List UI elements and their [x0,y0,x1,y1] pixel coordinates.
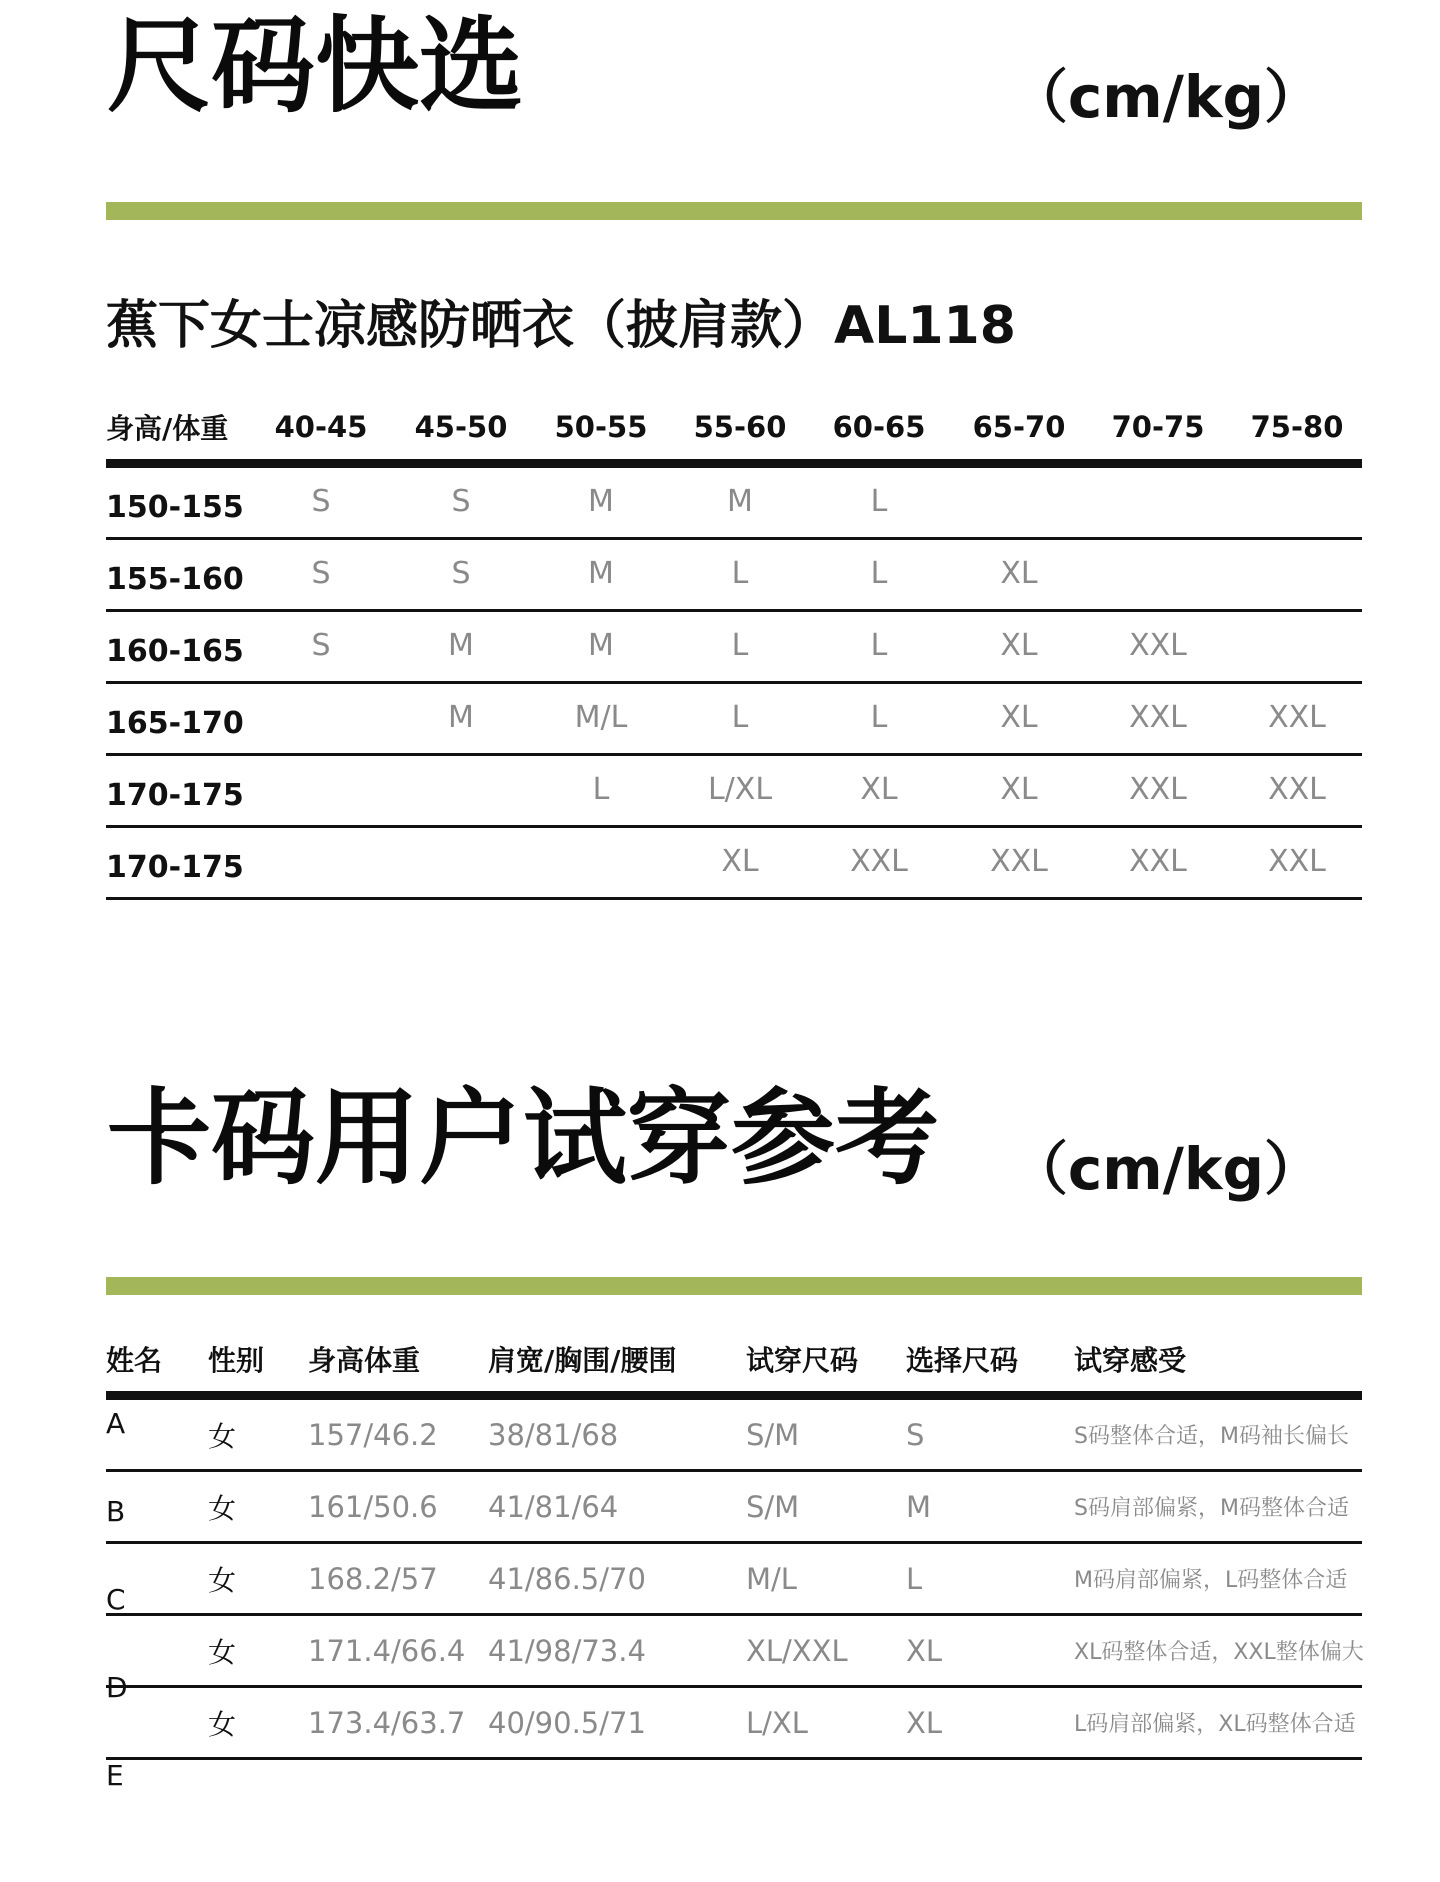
weight-range-header: 40-45 [274,409,368,444]
fit-feel: M码肩部偏紧，L码整体合适 [1074,1568,1348,1593]
chosen-size: M [906,1489,932,1524]
weight-range-header: 75-80 [1250,409,1344,444]
user-height-weight: 168.2/57 [308,1561,438,1596]
tried-size: M/L [746,1561,797,1596]
size-cell [1232,468,1362,537]
user-measurements: 41/86.5/70 [488,1561,646,1596]
user-name: C [106,1583,126,1616]
size-cell [256,756,386,825]
user-gender: 女 [208,1635,237,1669]
size-cell: L [870,484,888,519]
weight-range-header: 55-60 [693,409,787,444]
size-chart-body [106,468,1362,900]
user-gender: 女 [208,1563,237,1597]
size-cell: L [592,772,610,807]
size-chart-row [106,684,1362,756]
size-cell: L/XL [707,772,773,807]
size-guide-title: 尺码快选 [107,5,524,127]
height-range-label: 155-160 [106,562,244,597]
size-cell: XXL [990,844,1048,879]
size-chart-row [106,468,1362,540]
header-chosen-size: 选择尺码 [906,1343,1019,1377]
size-cell: XXL [1129,628,1187,663]
chosen-size: XL [906,1633,943,1668]
size-cell [1093,540,1223,609]
user-measurements: 41/98/73.4 [488,1633,646,1668]
height-range-label: 170-175 [106,778,244,813]
header-measurements: 肩宽/胸围/腰围 [488,1343,677,1377]
corner-label: 身高/体重 [106,411,229,445]
user-measurements: 40/90.5/71 [488,1705,646,1740]
user-gender: 女 [208,1491,237,1525]
product-name: 蕉下女士凉感防晒衣（披肩款）AL118 [106,296,1016,356]
size-cell [256,828,386,897]
size-cell: L [870,556,888,591]
header-name: 姓名 [106,1343,163,1377]
size-cell [1232,612,1362,681]
table-row [106,1616,1364,1704]
fit-feel: S码整体合适，M码袖长偏长 [1074,1424,1349,1449]
user-height-weight: 173.4/63.7 [308,1705,466,1740]
user-gender: 女 [208,1707,237,1741]
user-name: E [106,1759,124,1792]
table-row [106,1400,1362,1472]
height-range-label: 165-170 [106,706,244,741]
size-cell: XXL [1129,700,1187,735]
size-cell: L [870,700,888,735]
fit-table-header-row [106,1330,1362,1400]
accent-bar [106,1277,1362,1295]
fit-table-body [106,1400,1364,1792]
table-row [106,1688,1362,1792]
fit-feel: XL码整体合适，XXL整体偏大 [1074,1640,1364,1665]
size-cell: S [451,484,471,519]
header-height-weight: 身高体重 [308,1343,421,1377]
size-chart-header-row [106,400,1362,468]
size-cell: XL [1000,772,1038,807]
size-chart-row [106,612,1362,684]
size-chart-row [106,540,1362,612]
chosen-size: L [906,1561,923,1596]
size-cell: S [451,556,471,591]
size-cell: XXL [1129,772,1187,807]
size-cell: XXL [1268,844,1326,879]
size-cell: M [588,556,614,591]
size-cell: M [588,484,614,519]
size-cell: XL [1000,556,1038,591]
size-cell: S [311,484,331,519]
size-cell: M [588,628,614,663]
size-cell: XXL [1129,844,1187,879]
size-cell: L [870,628,888,663]
size-cell: XL [1000,628,1038,663]
tried-size: S/M [746,1417,800,1452]
size-guide-unit: （cm/kg） [1009,63,1322,131]
user-measurements: 41/81/64 [488,1489,619,1524]
header-fit-feel: 试穿感受 [1074,1343,1187,1377]
fit-feel: L码肩部偏紧，XL码整体合适 [1074,1712,1356,1737]
weight-range-header: 65-70 [972,409,1066,444]
user-name: D [106,1671,128,1704]
user-name: A [106,1407,126,1440]
size-cell [536,828,666,897]
user-height-weight: 161/50.6 [308,1489,438,1524]
size-cell [1093,468,1223,537]
user-height-weight: 157/46.2 [308,1417,438,1452]
weight-range-header: 45-50 [414,409,508,444]
height-range-label: 150-155 [106,490,244,525]
size-cell: M/L [574,700,628,735]
size-cell: L [731,700,749,735]
table-row [106,1472,1362,1544]
size-cell [396,756,526,825]
size-cell: XL [1000,700,1038,735]
tried-size: S/M [746,1489,800,1524]
size-cell: XL [860,772,898,807]
size-cell: S [311,628,331,663]
size-cell: S [311,556,331,591]
fit-feel: S码肩部偏紧，M码整体合适 [1074,1496,1349,1521]
size-chart-row [106,828,1362,900]
fit-reference-table [106,1330,1364,1792]
accent-bar [106,202,1362,220]
size-cell: M [448,628,474,663]
size-cell: XL [721,844,759,879]
size-cell: XXL [1268,700,1326,735]
size-chart-row [106,756,1362,828]
weight-range-header: 70-75 [1111,409,1205,444]
header-tried-size: 试穿尺码 [746,1343,859,1377]
fit-reference-unit: （cm/kg） [1009,1135,1322,1203]
chosen-size: S [906,1417,925,1452]
fit-reference-title: 卡码用户试穿参考 [107,1077,940,1199]
header-gender: 性别 [208,1343,265,1377]
user-measurements: 38/81/68 [488,1417,619,1452]
height-range-label: 170-175 [106,850,244,885]
size-cell [1232,540,1362,609]
size-cell: XXL [1268,772,1326,807]
size-cell: M [448,700,474,735]
size-cell: L [731,628,749,663]
user-name: B [106,1495,126,1528]
tried-size: L/XL [746,1705,808,1740]
tried-size: XL/XXL [746,1633,848,1668]
size-cell: XXL [850,844,908,879]
user-gender: 女 [208,1419,237,1453]
table-row [106,1544,1362,1616]
weight-range-header: 50-55 [554,409,648,444]
size-chart-table [106,400,1362,900]
size-cell [396,828,526,897]
user-height-weight: 171.4/66.4 [308,1633,466,1668]
weight-range-header: 60-65 [832,409,926,444]
size-cell [954,468,1084,537]
size-cell [256,684,386,753]
size-cell: L [731,556,749,591]
chosen-size: XL [906,1705,943,1740]
size-cell: M [727,484,753,519]
height-range-label: 160-165 [106,634,244,669]
